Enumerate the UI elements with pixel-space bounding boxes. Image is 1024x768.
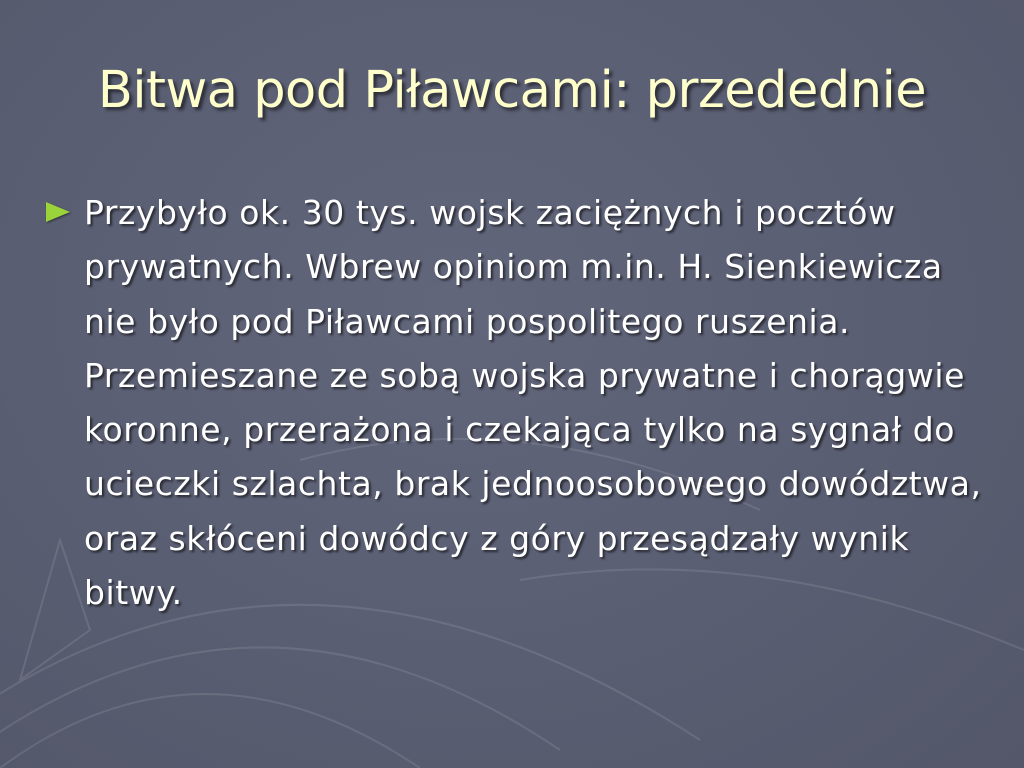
slide-title: Bitwa pod Piławcami: przedednie	[97, 61, 927, 120]
bullet-item	[46, 186, 986, 620]
bullet-text: Przybyło ok. 30 tys. wojsk zaciężnych i pocztów prywatnych. Wbrew opiniom m.in. H. Sienkiewicza nie było pod Piławcami pospolitego ruszenia. Przemieszane ze sobą wojska prywatne i chorągwie koronne, przerażona i czekająca tylko na sygnał do ucieczki szlachta, brak jednoosobowego dowództwa, oraz skłóceni dowódcy z góry przesądzały wynik bitwy.	[84, 193, 982, 613]
triangle-bullet-icon	[46, 202, 70, 222]
bullet-list	[46, 186, 986, 620]
